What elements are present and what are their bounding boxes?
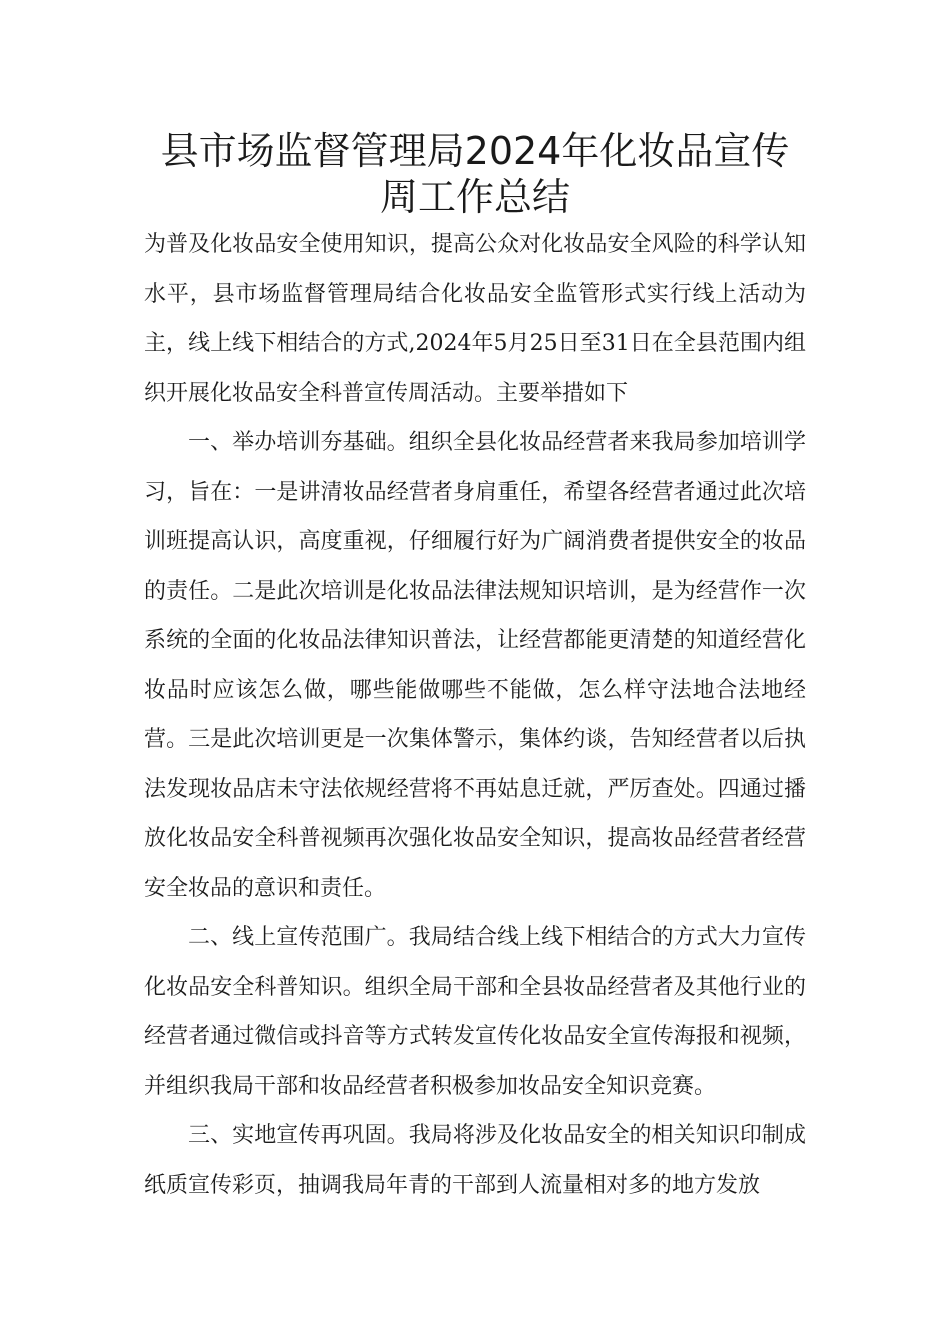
paragraph-section-3: 三、实地宣传再巩固。我局将涉及化妆品安全的相关知识印制成纸质宣传彩页，抽调我局年青的干部到人流量相对多的地方发放 [144,1123,806,1198]
paragraph-intro: 为普及化妆品安全使用知识，提高公众对化妆品安全风险的科学认知水平，县市场监督管理局结合化妆品安全监管形式实行线上活动为主，线上线下相结合的方式,2024年5月25日至31日在全县范围内组织开展化妆品安全科普宣传周活动。主要举措如下 [144,232,806,406]
document-title: 县市场监督管理局2024年化妆品宣传周工作总结 [160,129,790,219]
document-page [144,128,806,1210]
paragraph-section-2: 二、线上宣传范围广。我局结合线上线下相结合的方式大力宣传化妆品安全科普知识。组织全局干部和全县妆品经营者及其他行业的经营者通过微信或抖音等方式转发宣传化妆品安全宣传海报和视频，并组织我局干部和妆品经营者积极参加妆品安全知识竞赛。 [144,925,806,1099]
paragraph-section-1: 一、举办培训夯基础。组织全县化妆品经营者来我局参加培训学习，旨在：一是讲清妆品经营者身肩重任，希望各经营者通过此次培训班提高认识，高度重视，仔细履行好为广阔消费者提供安全的妆品的责任。二是此次培训是化妆品法律法规知识培训，是为经营作一次系统的全面的化妆品法律知识普法，让经营都能更清楚的知道经营化妆品时应该怎么做，哪些能做哪些不能做，怎么样守法地合法地经营。三是此次培训更是一次集体警示，集体约谈，告知经营者以后执法发现妆品店未守法依规经营将不再姑息迁就，严厉查处。四通过播放化妆品安全科普视频再次强化妆品安全知识，提高妆品经营者经营安全妆品的意识和责任。 [144,430,806,901]
